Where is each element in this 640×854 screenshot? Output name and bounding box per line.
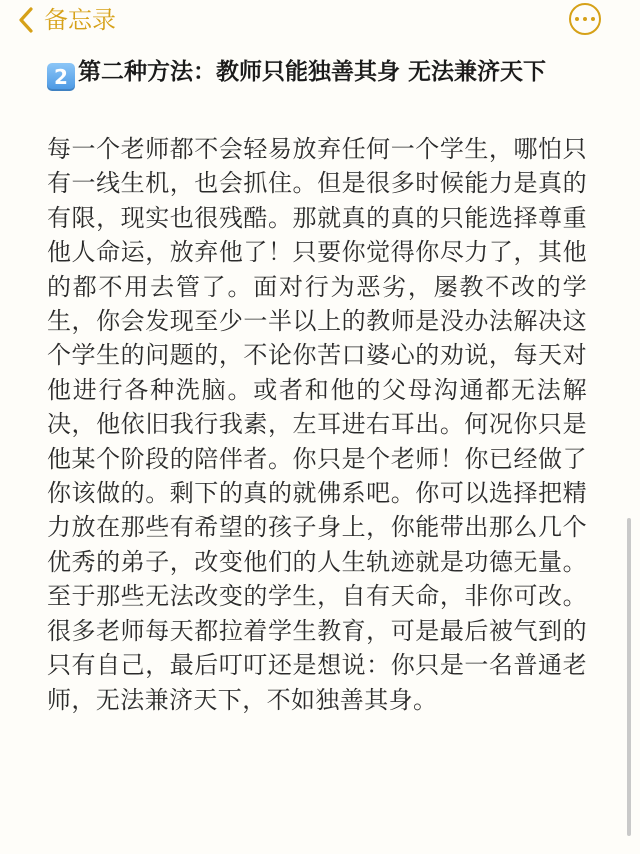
- back-label: 备忘录: [44, 6, 116, 34]
- keycap-number-badge: 2: [47, 63, 75, 91]
- navigation-bar: [0, 0, 640, 40]
- note-heading: [47, 54, 607, 91]
- back-button[interactable]: [18, 2, 116, 38]
- ellipsis-dot: [591, 17, 595, 21]
- note-heading-text: 第二种方法：教师只能独善其身 无法兼济天下: [78, 59, 547, 85]
- scrollbar[interactable]: [627, 518, 631, 836]
- more-options-button[interactable]: [569, 3, 601, 35]
- ellipsis-dot: [583, 17, 587, 21]
- note-body: 每一个老师都不会轻易放弃任何一个学生，哪怕只有一线生机，也会抓住。但是很多时候能力是真的有限，现实也很残酷。那就真的真的只能选择尊重他人命运，放弃他了！只要你觉得你尽力了，其他的都不用去管了。面对行为恶劣，屡教不改的学生，你会发现至少一半以上的教师是没办法解决这个学生的问题的，不论你苦口婆心的劝说，每天对他进行各种洗脑。或者和他的父母沟通都无法解决，他依旧我行我素，左耳进右耳出。何况你只是他某个阶段的陪伴者。你只是个老师！你已经做了你该做的。剩下的真的就佛系吧。你可以选择把精力放在那些有希望的孩子身上，你能带出那么几个优秀的弟子，改变他们的人生轨迹就是功德无量。至于那些无法改变的学生，自有天命，非你可改。很多老师每天都拉着学生教育，可是最后被气到的只有自己，最后叮叮还是想说：你只是一名普通老师，无法兼济天下，不如独善其身。: [47, 135, 587, 714]
- chevron-left-icon: [18, 6, 34, 34]
- ellipsis-circle-icon: [575, 17, 579, 21]
